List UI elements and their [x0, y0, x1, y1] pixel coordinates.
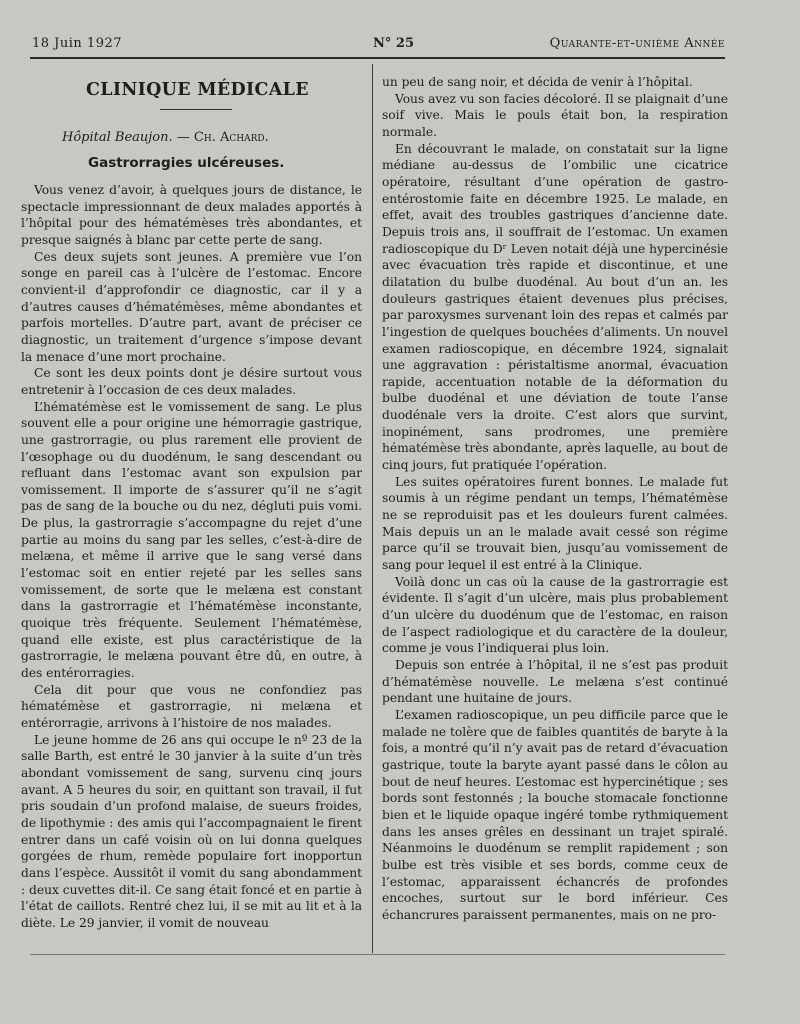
right-column — [382, 74, 728, 923]
paragraph: Les suites opératoires furent bonnes. Le malade fut soumis à un régime pendant un temps, l’hématémèse ne se reproduisit pas et les douleurs furent calmées. Mais depuis un an le malade avait cessé son régime parce qu’il se trouvait bien, jusqu’au vomissement de sang pour lequel il est entré à la Clinique. — [382, 474, 728, 573]
paragraph: Ces deux sujets sont jeunes. A première vue l’on songe en pareil cas à l’ulcère de l’estomac. Encore convient-il d’approfondir ce diagnostic, car il y a d’autres causes d’hématémèses, même abondantes et parfois mortelles. D’autre part, avant de préciser ce diagnostic, un traitement d’urgence s’impose devant la menace d’une mort prochaine. — [21, 249, 362, 364]
paragraph: Cela dit pour que vous ne confondiez pas hématémèse et gastrorragie, ni melæna et entérorragie, arrivons à l’histoire de nos malades. — [21, 682, 362, 730]
left-column — [21, 182, 362, 932]
paragraph: L’examen radioscopique, un peu difficile parce que le malade ne tolère que de faibles quantités de baryte à la fois, a montré qu’il n’y avait pas de retard d’évacuation gastrique, toute la baryte ayant passé dans le côlon au bout de neuf heures. L’estomac est hypercinétique ; ses bords sont festonnés ; la bouche stomacale fonctionne bien et le liquide opaque ingéré tombe rythmiquement dans les anses grêles en dessinant un trajet spiralé. Néanmoins le duodénum se remplit rapidement ; son bulbe est très visible et ses bords, comme ceux de l’estomac, apparaissent échancrés de profondes encoches, surtout sur le bord inférieur. Ces échancrures paraissent permanentes, mais on ne pro- — [382, 707, 728, 922]
paragraph: Le jeune homme de 26 ans qui occupe le nº 23 de la salle Barth, est entré le 30 janvier à la suite d’un très abondant vomissement de sang, survenu cinq jours avant. A 5 heures du soir, en quittant son travail, il fut pris soudain d’un profond malaise, de sueurs froides, de lipothymie : des amis qui l’accompagnaient le firent entrer dans un café voisin où on lui donna quelques gorgées de rhum, remède populaire fort inopportun dans l’espèce. Aussitôt il vomit du sang abondamment : deux cuvettes dit-il. Ce sang était foncé et en partie à l’état de caillots. Rentré chez lui, il se mit au lit et à la diète. Le 29 janvier, il vomit de nouveau — [21, 732, 362, 930]
paragraph: En découvrant le malade, on constatait sur la ligne médiane au-dessus de l’ombilic une cicatrice opératoire, résultant d’une opération de gastro-entérostomie faite en décembre 1925. Le malade, en effet, avait des troubles gastriques d’ancienne date. Depuis trois ans, il souffrait de l’estomac. Un examen radioscopique du Dʳ Leven notait déjà une hypercinésie avec évacuation très rapide et discontinue, et une dilatation du bulbe duodénal. Au bout d’un an. les douleurs gastriques étaient devenues plus précises, par paroxysmes survenant loin des repas et calmés par l’ingestion de quelques bouchées d’aliments. Un nouvel examen radioscopique, en décembre 1924, signalait une aggravation : péristaltisme anormal, évacuation rapide, accentuation notable de la déformation du bulbe duodénal et une déviation de toute l’anse duodénale vers la droite. C’est alors que survint, inopinément, sans prodromes, une première hématémèse très abondante, après laquelle, au bout de cinq jours, fut pratiquée l’opération. — [382, 141, 728, 473]
paragraph: Depuis son entrée à l’hôpital, il ne s’est pas produit d’hématémèse nouvelle. Le melæna s’est continué pendant une huitaine de jours. — [382, 657, 728, 706]
byline — [62, 130, 269, 145]
paragraph: Ce sont les deux points dont je désire surtout vous entretenir à l’occasion de ces deux malades. — [21, 366, 362, 397]
column-divider — [372, 64, 373, 953]
paragraph: Vous venez d’avoir, à quelques jours de distance, le spectacle impressionnant de deux malades apportés à l’hôpital pour des hématémèses très abondantes, et presque saignés à blanc par cette perte de sang. — [21, 183, 362, 247]
header-rule — [30, 57, 725, 59]
issue-date: 18 Juin 1927 — [32, 36, 123, 51]
paragraph: Voilà donc un cas où la cause de la gastrorragie est évidente. Il s’agit d’un ulcère, mais plus probablement d’un ulcère du duodénum que de l’estomac, en raison de l’aspect radiologique et du caractère de la douleur, comme je vous l’indiquerai plus loin. — [382, 574, 728, 656]
author-name: Ch. Achard. — [193, 130, 269, 145]
paragraph: L’hématémèse est le vomissement de sang. Le plus souvent elle a pour origine une hémorragie gastrique, une gastrorragie, ou plus rarement elle provient de l’œsophage ou du duodénum, le sang descendant ou refluant dans l’estomac avant son expulsion par vomissement. Il importe de s’assurer qu’il ne s’agit pas de sang de la bouche ou du nez, dégluti puis vomi. De plus, la gastrorragie s’accompagne du rejet d’une partie au moins du sang par les selles, c’est-à-dire de melæna, et même il arrive que le sang versé dans l’estomac soit en entier rejeté par les selles sans vomissement, de sorte que le melæna est constant dans la gastrorragie et l’hématémèse inconstante, quoique très fréquente. Seulement l’hématémèse, quand elle existe, est plus caractéristique de la gastrorragie, le melæna pouvant être dû, en outre, à des entérorragies. — [21, 399, 362, 681]
paragraph-continued: un peu de sang noir, et décida de venir à l’hôpital. — [382, 75, 693, 89]
byline-dash: — — [172, 130, 194, 145]
hospital-name: Hôpital Beaujon. — [62, 130, 173, 145]
page-header — [32, 36, 725, 54]
footer-rule — [30, 954, 725, 955]
issue-number: N° 25 — [373, 36, 414, 51]
section-title: CLINIQUE MÉDICALE — [86, 80, 309, 100]
paragraph: Vous avez vu son facies décoloré. Il se plaignait d’une soif vive. Mais le pouls était bon, la respiration normale. — [382, 91, 728, 139]
article-subtitle: Gastrorragies ulcéreuses. — [88, 155, 285, 171]
volume-year: Quarante-et-unième Année — [549, 36, 725, 51]
title-underline — [160, 109, 232, 110]
